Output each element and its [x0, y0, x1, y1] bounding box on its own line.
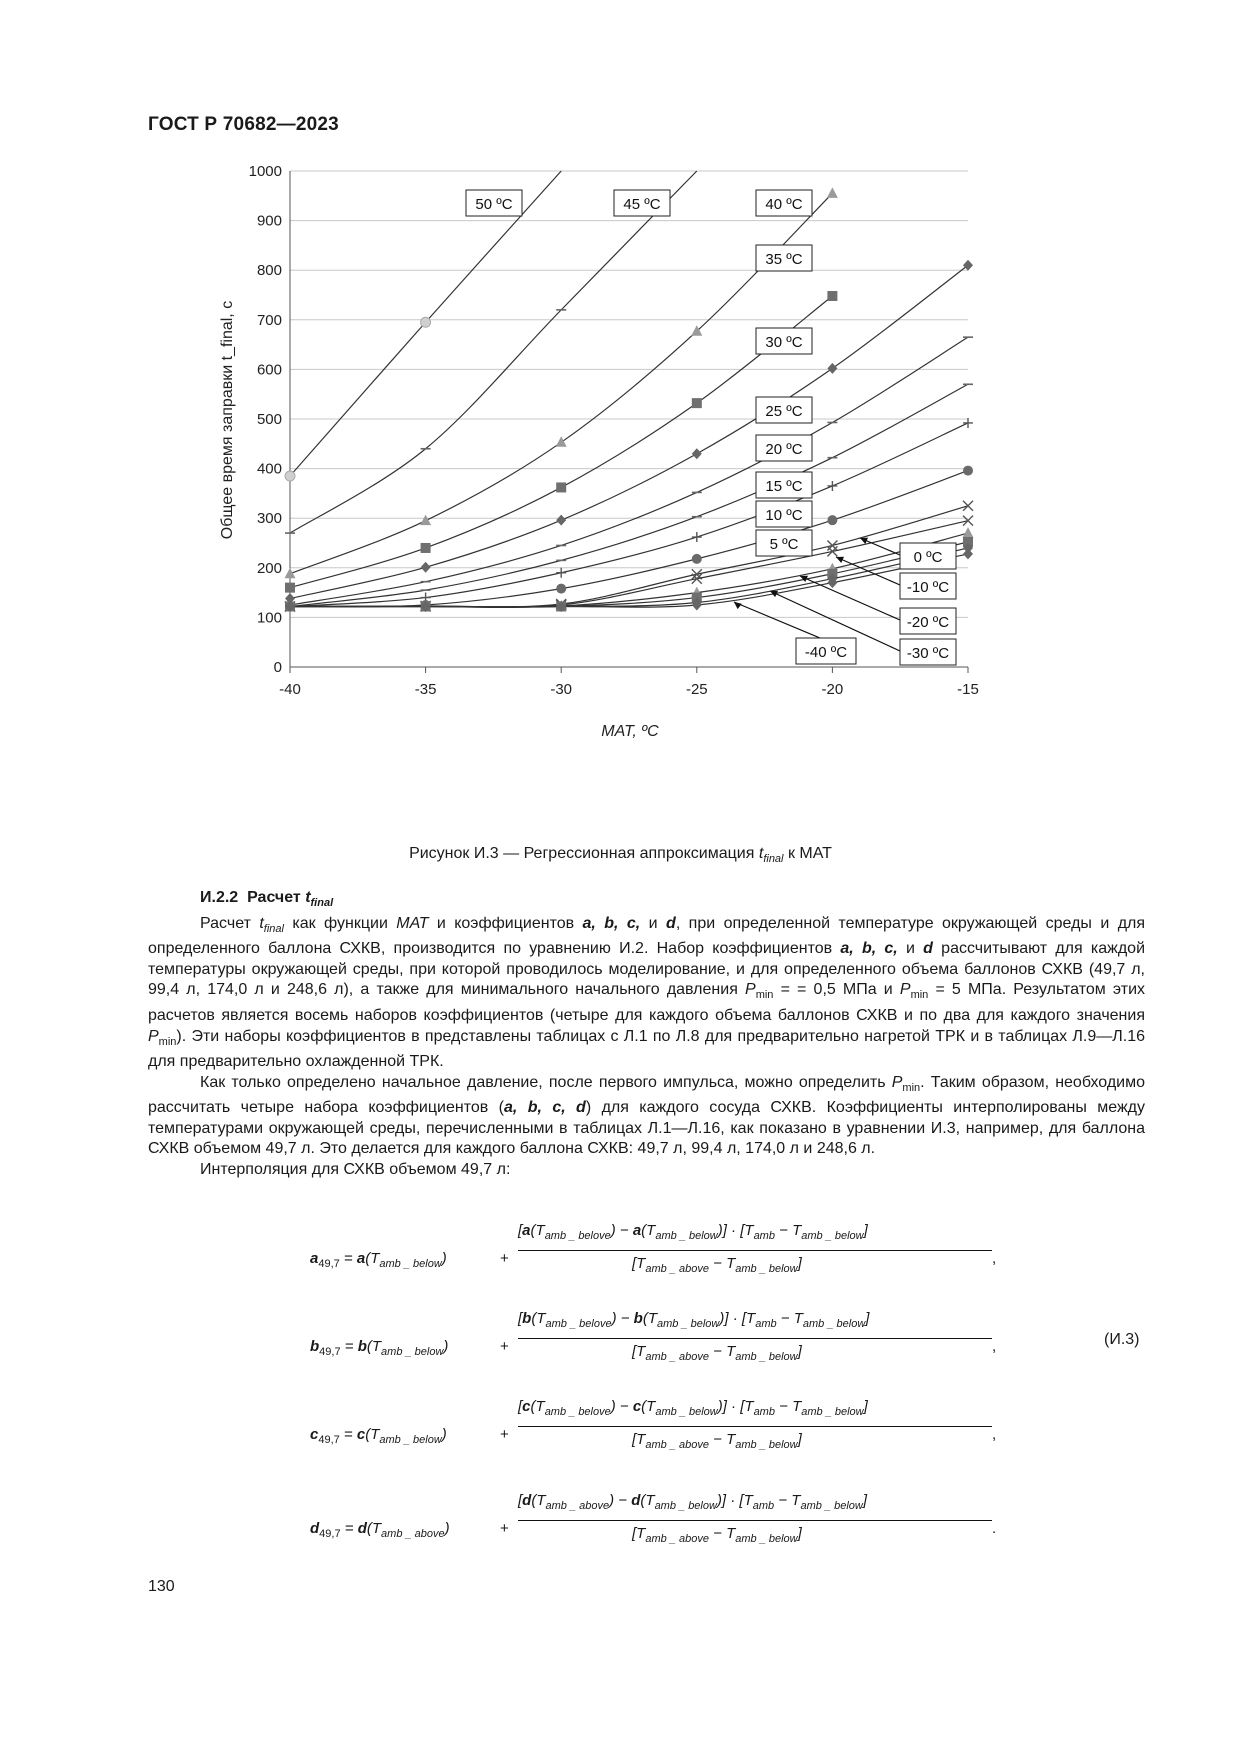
caption-var: t: [758, 845, 764, 862]
y-tick-label: 1000: [248, 163, 282, 180]
section-title-sub: final: [310, 897, 334, 910]
series-line: [290, 171, 697, 533]
data-point: [963, 527, 974, 538]
data-point: [692, 448, 702, 459]
label-arrow: [734, 602, 820, 638]
x-tick-label: -40: [279, 681, 301, 698]
series-label: 0 ºC: [913, 549, 943, 566]
eq-fraction-bar: [518, 1338, 992, 1339]
y-axis-label: Общее время заправки t_final, с: [219, 300, 236, 540]
series-label: 15 ºC: [765, 478, 803, 495]
data-point: [963, 466, 973, 476]
data-point: [827, 291, 837, 301]
data-point: [963, 260, 973, 271]
series-line: [290, 554, 968, 607]
eq-numerator: $[c(T_{amb \_ belove}) - c(T_{amb \_ below})] \cdot [T_{amb} - T_{amb \_ below}]$: [518, 1398, 868, 1418]
eq-plus: +: [500, 1520, 509, 1537]
data-point: [691, 325, 702, 336]
section-title-var: t: [305, 889, 311, 906]
section-title-text: Расчет: [247, 889, 306, 906]
data-point: [421, 562, 431, 573]
caption-suffix: к МАТ: [783, 845, 832, 862]
data-point: [556, 482, 566, 492]
eq-denominator: $[T_{amb \_ above} - T_{amb \_ below}]$: [632, 1343, 802, 1363]
series-line: [290, 384, 968, 606]
eq-plus: +: [500, 1338, 509, 1355]
data-point: [963, 501, 973, 511]
data-point: [420, 515, 431, 526]
data-point: [827, 481, 837, 491]
paragraph-3: Интерполяция для СХКВ объемом 49,7 л:: [200, 1160, 511, 1178]
x-axis-label: MAT, ºC: [601, 723, 659, 740]
eq-numerator: $[b(T_{amb \_ belove}) - b(T_{amb \_ below})] \cdot [T_{amb} - T_{amb \_ below}]$: [518, 1310, 870, 1330]
eq-numerator: $[a(T_{amb \_ belove}) - a(T_{amb \_ below})] \cdot [T_{amb} - T_{amb \_ below}]$: [518, 1222, 868, 1242]
equation-d: [310, 1492, 1010, 1572]
data-point: [827, 187, 838, 198]
series-line: [290, 265, 968, 598]
document-header: ГОСТ Р 70682—2023: [148, 114, 339, 135]
series-label: 30 ºC: [765, 334, 803, 351]
series-label: -30 ºC: [906, 645, 950, 662]
series-label: 20 ºC: [765, 441, 803, 458]
eq-plus: +: [500, 1426, 509, 1443]
data-point: [692, 554, 702, 564]
x-tick-label: -35: [414, 681, 437, 698]
section-number: И.2.2: [200, 889, 239, 906]
data-point: [285, 471, 295, 481]
y-tick-label: 200: [256, 559, 282, 577]
eq-denominator: $[T_{amb \_ above} - T_{amb \_ below}]$: [632, 1431, 802, 1451]
data-point: [827, 546, 837, 556]
section-body: [148, 888, 1145, 1180]
series-label: 10 ºC: [765, 507, 803, 524]
eq-trail: ,: [992, 1338, 997, 1355]
data-point: [556, 568, 566, 578]
y-tick-label: 900: [256, 212, 282, 230]
y-tick-label: 800: [256, 262, 282, 280]
eq-trail: .: [992, 1520, 997, 1537]
data-point: [963, 516, 973, 526]
series-line: [290, 423, 968, 607]
eq-lhs: $c_{49,7} = c(T_{amb \_ below})$: [310, 1426, 447, 1446]
series-label: 40 ºC: [765, 196, 803, 213]
section-title: [148, 888, 1145, 914]
eq-fraction-bar: [518, 1250, 992, 1251]
eq-plus: +: [500, 1250, 509, 1267]
y-tick-label: 700: [256, 311, 282, 329]
eq-lhs: $d_{49,7} = d(T_{amb \_ above})$: [310, 1520, 450, 1540]
eq-lhs: $b_{49,7} = b(T_{amb \_ below})$: [310, 1338, 449, 1358]
equation-c: [310, 1398, 1010, 1478]
paragraph-2: Как только определено начальное давление, после первого импульса, можно определить $P_{min}$. Таким образом, необходимо рассчитать четыре набора коэффициентов (a, b, c, d) для каждого сосуда СХКВ. Коэффициенты интерполированы между температурами окружающей среды, перечисленными в таблицах Л.1—Л.16, как показано в уравнении И.3, например, для баллона СХКВ объемом 49,7 л. Это делается для каждого баллона СХКВ: 49,7 л, 99,4 л, 174,0 л и 248,6 л.: [148, 1073, 1146, 1158]
eq-numerator: $[d(T_{amb \_ above}) - d(T_{amb \_ below})] \cdot [T_{amb} - T_{amb \_ below}]$: [518, 1492, 868, 1512]
data-point: [827, 363, 837, 374]
y-tick-label: 0: [273, 659, 282, 676]
series-label: 5 ºC: [769, 536, 799, 553]
y-tick-label: 600: [256, 361, 282, 379]
series-label: 45 ºC: [623, 196, 661, 213]
eq-denominator: $[T_{amb \_ above} - T_{amb \_ below}]$: [632, 1525, 802, 1545]
data-point: [285, 568, 296, 579]
data-point: [285, 583, 295, 593]
eq-trail: ,: [992, 1250, 997, 1267]
equation-a: [310, 1222, 1010, 1302]
page-number: 130: [148, 1578, 175, 1595]
data-point: [692, 398, 702, 408]
x-tick-label: -20: [821, 681, 844, 698]
series-label: 35 ºC: [765, 251, 803, 268]
eq-fraction-bar: [518, 1426, 992, 1427]
series-label: -40 ºC: [804, 644, 848, 661]
equation-block: [0, 1222, 1241, 1562]
x-tick-label: -15: [957, 681, 979, 698]
y-tick-label: 500: [256, 411, 282, 428]
figure-caption: [0, 845, 1241, 865]
data-point: [556, 515, 566, 526]
caption-sub: final: [763, 853, 784, 866]
eq-lhs: $a_{49,7} = a(T_{amb \_ below})$: [310, 1250, 447, 1270]
equation-number: (И.3): [1104, 1331, 1140, 1348]
y-tick-label: 300: [256, 510, 282, 528]
eq-trail: ,: [992, 1426, 997, 1443]
y-tick-label: 100: [256, 609, 282, 627]
paragraph-1: Расчет $t_{final}$ как функции МАТ и коэффициентов a, b, c, и d, при определенной температуре окружающей среды и для определенного баллона СХКВ, производится по уравнению И.2. Набор коэффициентов a, b, c, и d рассчитывают для каждой температуры окружающей среды, при которой проводилось моделирование, и для определенного объема баллонов СХКВ (49,7 л, 99,4 л, 174,0 л и 248,6 л), а также для минимального начального давления $P_{min}$ = = 0,5 МПа и $P_{min} = 5$ МПа. Результатом этих расчетов является восемь наборов коэффициентов (четыре для каждого объема баллонов СХКВ и по два для каждого значения $P_{min}$). Эти наборы коэффициентов в представлены таблицах с Л.1 по Л.8 для предварительно нагретой ТРК и в таблицах Л.9—Л.16 для предварительно охлажденной ТРК.: [148, 914, 1146, 1071]
data-point: [827, 515, 837, 525]
data-point: [692, 532, 702, 542]
series-label: 25 ºC: [765, 403, 803, 420]
data-point: [827, 540, 837, 550]
regression-chart: [0, 0, 1241, 830]
label-arrowhead: [734, 602, 742, 609]
y-tick-label: 400: [256, 460, 282, 478]
series-label: -20 ºC: [906, 614, 950, 631]
eq-denominator: $[T_{amb \_ above} - T_{amb \_ below}]$: [632, 1255, 802, 1275]
equation-b: [310, 1310, 1010, 1390]
data-point: [421, 317, 431, 327]
caption-prefix: Рисунок И.3 — Регрессионная аппроксимация: [409, 845, 759, 862]
data-point: [556, 584, 566, 594]
data-point: [963, 548, 973, 559]
data-point: [556, 436, 567, 447]
eq-fraction-bar: [518, 1520, 992, 1521]
series-label: -10 ºC: [906, 579, 950, 596]
series-line: [290, 521, 968, 608]
x-tick-label: -30: [550, 681, 573, 698]
x-tick-label: -25: [685, 681, 708, 698]
label-arrow: [800, 576, 900, 620]
data-point: [421, 543, 431, 553]
series-label: 50 ºC: [475, 196, 513, 213]
